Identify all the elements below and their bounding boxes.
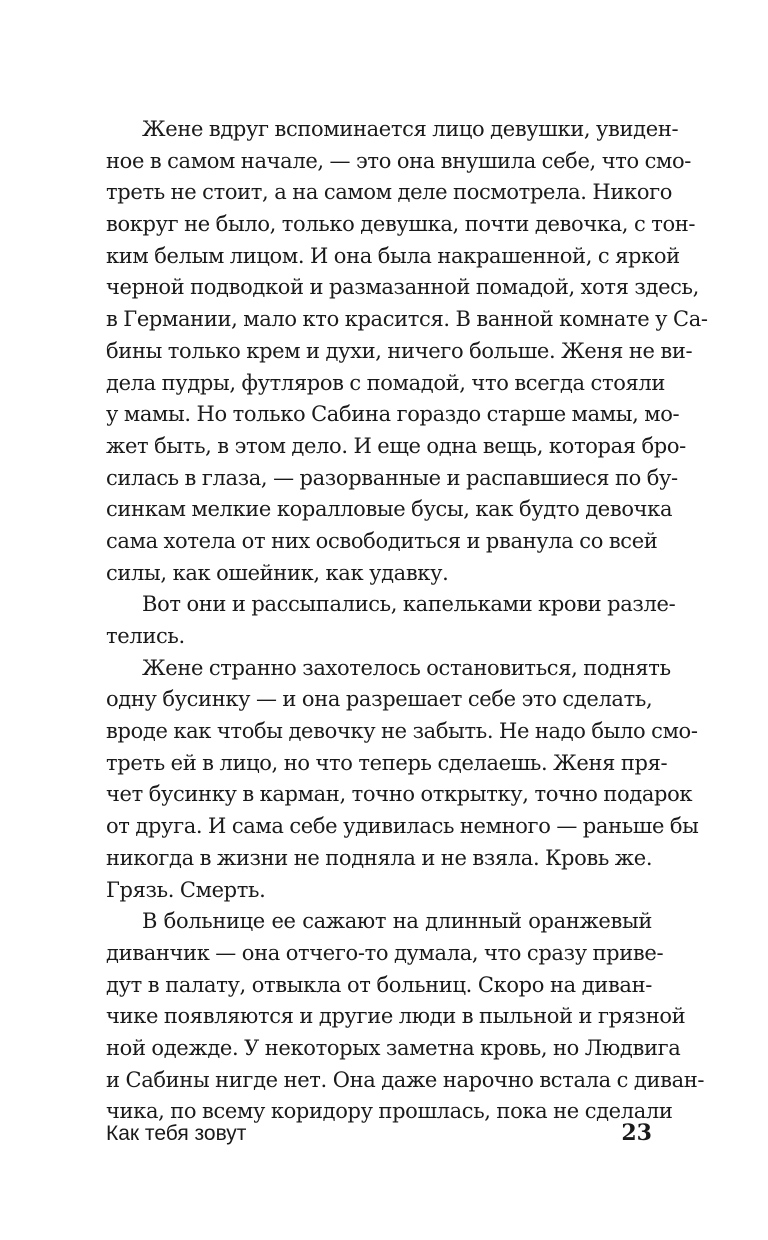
text-line: и Сабины нигде нет. Она даже нарочно встала с диван- <box>106 1067 705 1092</box>
text-line: силась в глаза, — разорванные и распавшиеся по бу- <box>106 465 678 490</box>
text-line: Грязь. Смерть. <box>106 877 266 902</box>
book-page-text <box>106 114 708 1128</box>
page-number: 23 <box>621 1120 652 1146</box>
text-line: чет бусинку в карман, точно открытку, точно подарок <box>106 782 693 807</box>
text-line: дела пудры, футляров с помадой, что всегда стояли <box>106 370 666 395</box>
text-line: черной подводкой и размазанной помадой, хотя здесь, <box>106 275 699 300</box>
text-line: Жене странно захотелось остановиться, поднять <box>142 655 671 680</box>
text-line: чике появляются и другие люди в пыльной и грязной <box>106 1004 686 1029</box>
text-line: вокруг не было, только девушка, почти девочка, с тон- <box>106 212 696 237</box>
text-line: ное в самом начале, — это она внушила себе, что смо- <box>106 148 692 173</box>
running-footer-title: Как тебя зовут <box>106 1122 247 1145</box>
text-line: в Германии, мало кто красится. В ванной комнате у Са- <box>106 307 708 332</box>
text-line: Жене вдруг вспоминается лицо девушки, увиден- <box>142 117 679 141</box>
text-line: ной одежде. У некоторых заметна кровь, но Людвига <box>106 1035 681 1060</box>
text-line: дут в палату, отвыкла от больниц. Скоро на диван- <box>106 972 652 997</box>
text-line: треть не стоит, а на самом деле посмотрела. Никого <box>106 180 673 205</box>
text-line: от друга. И сама себе удивилась немного — раньше бы <box>106 814 699 839</box>
text-line: жет быть, в этом дело. И еще одна вещь, которая бро- <box>106 433 686 458</box>
text-line: сама хотела от них освободиться и рванула со всей <box>106 528 658 553</box>
text-line: синкам мелкие коралловые бусы, как будто девочка <box>106 497 673 522</box>
text-line: В больнице ее сажают на длинный оранжевый <box>142 909 652 934</box>
text-line: одну бусинку — и она разрешает себе это сделать, <box>106 687 653 712</box>
text-line: вроде как чтобы девочку не забыть. Не надо было смо- <box>106 719 698 744</box>
text-line: ким белым лицом. И она была накрашенной, с яркой <box>106 243 680 268</box>
text-line: силы, как ошейник, как удавку. <box>106 560 449 585</box>
text-line: бины только крем и духи, ничего больше. Женя не ви- <box>106 338 693 363</box>
text-line: телись. <box>106 624 185 648</box>
text-line: никогда в жизни не подняла и не взяла. Кровь же. <box>106 845 653 870</box>
text-line: диванчик — она отчего-то думала, что сразу приве- <box>106 940 664 965</box>
text-line: Вот они и рассыпались, капельками крови разле- <box>142 592 676 617</box>
text-line: треть ей в лицо, но что теперь сделаешь. Женя пря- <box>106 750 668 775</box>
text-line: чика, по всему коридору прошлась, пока не сделали <box>106 1099 673 1124</box>
text-line: у мамы. Но только Сабина гораздо старше мамы, мо- <box>106 402 680 427</box>
